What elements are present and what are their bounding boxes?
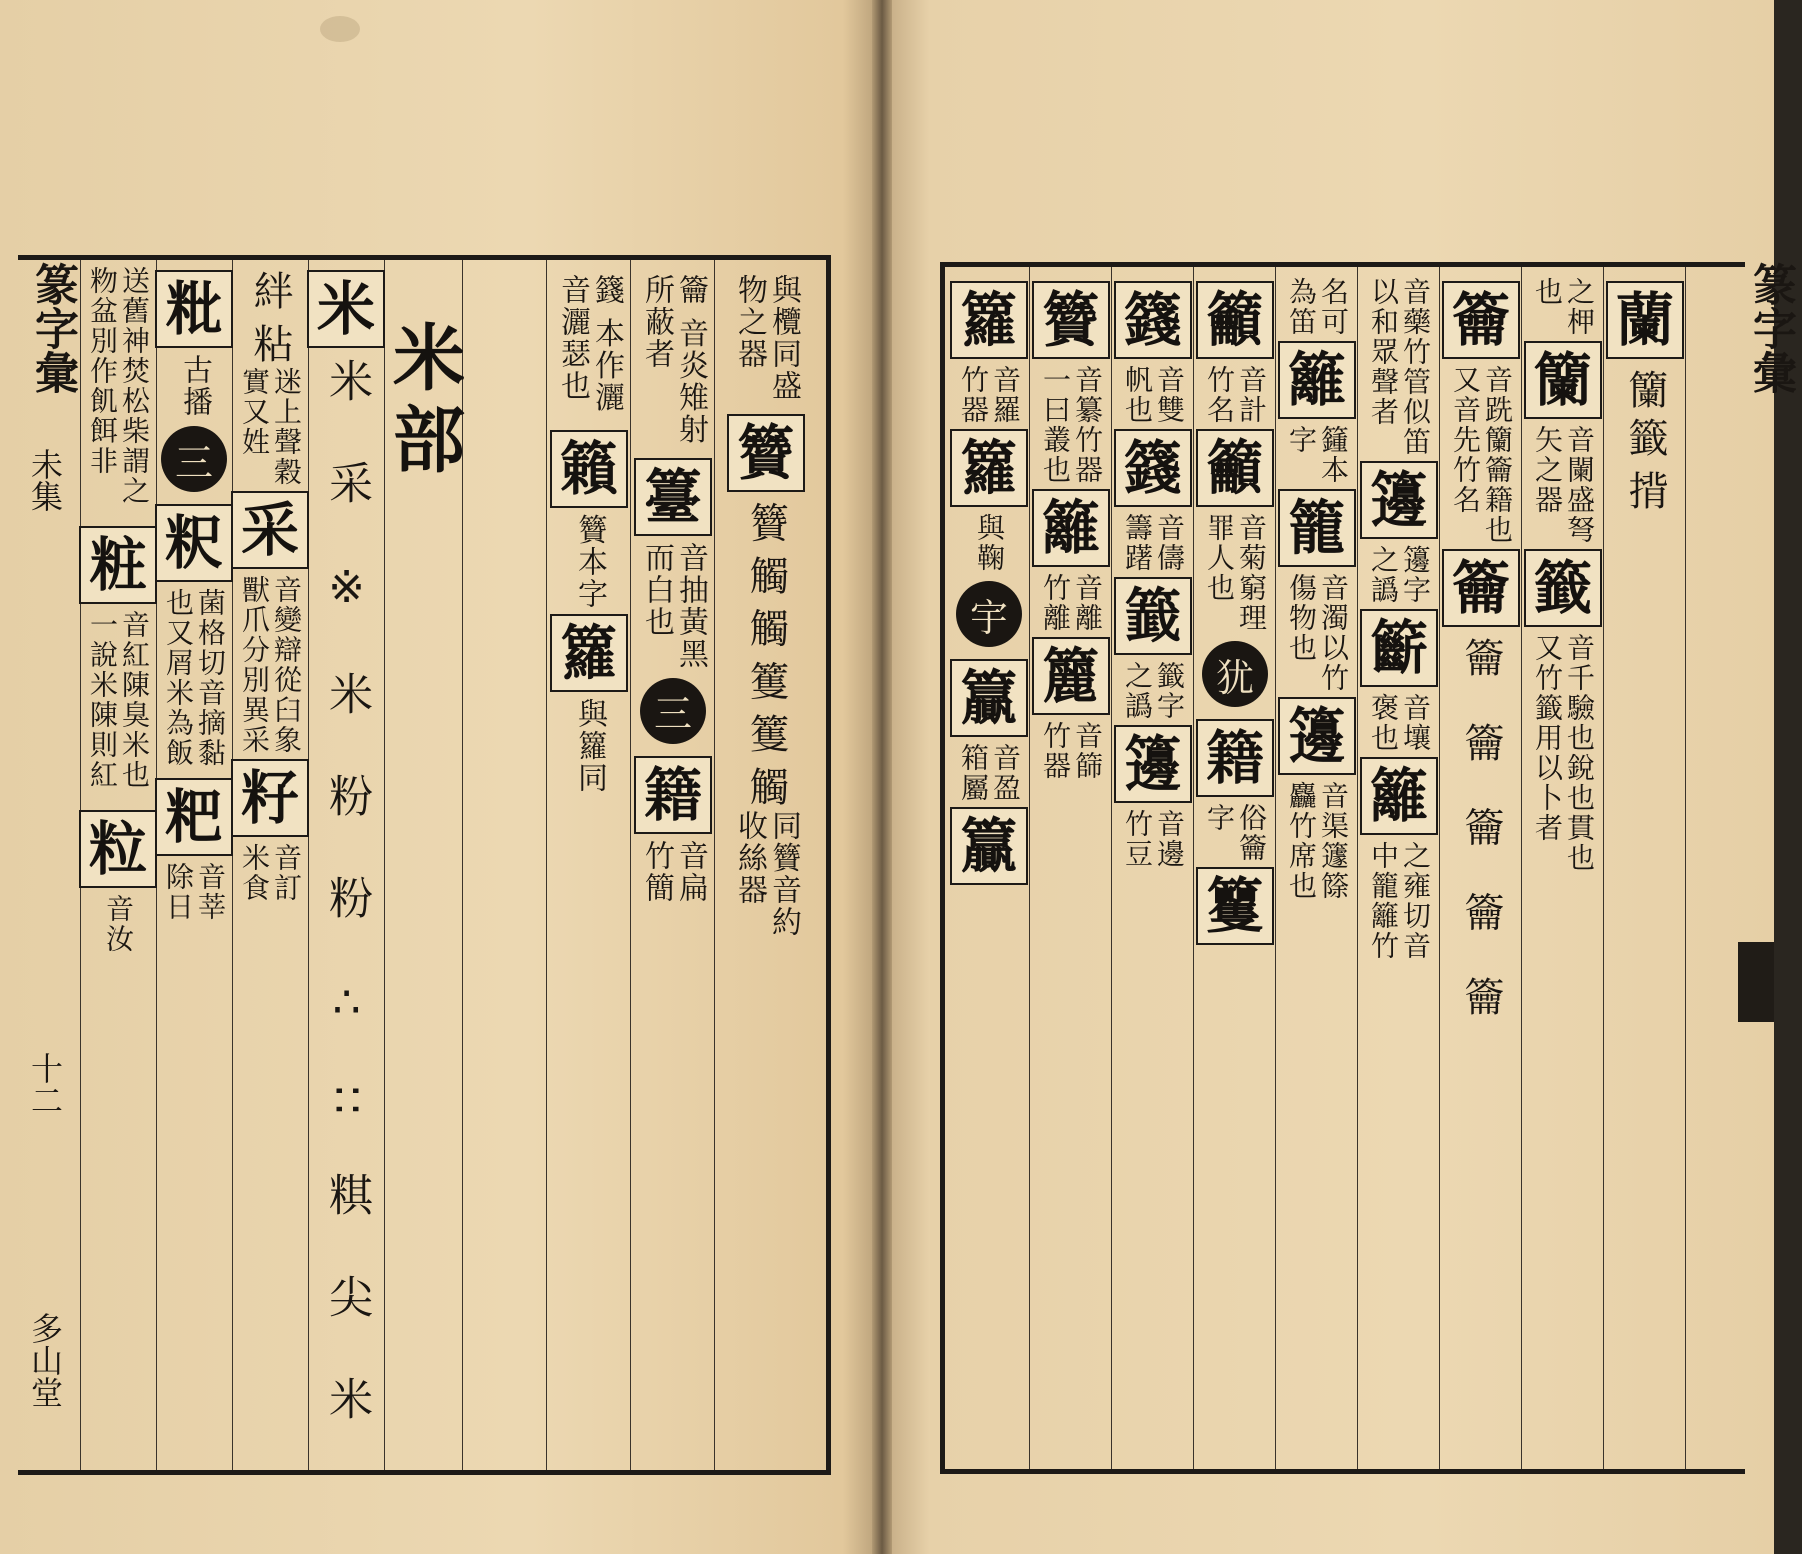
headword: 籰 — [1196, 867, 1274, 945]
headword: 蘭 — [1606, 281, 1684, 359]
entry-column: 與欖同盛 物之器 籫 籫 觸 觸 籆 籆 觸 同籫音約 收絲器 — [716, 274, 816, 938]
entry-column: 名可 為笛 籬 籦本 字 籠 音濁以竹 傷物也 籩 音渠籧篨 麤竹席也 — [1277, 277, 1357, 901]
section-badge: 宇 — [956, 581, 1022, 647]
headword: 籖 — [1114, 577, 1192, 655]
book-title-right: 篆字彙 — [1745, 262, 1796, 394]
entry-column: 之柙 也 籣 音闌盛弩 矢之器 籤 音千驗也銳也貫也 又竹籤用以卜者 — [1523, 277, 1603, 873]
headword: 籮 — [550, 614, 628, 692]
headword: 籲 — [1196, 281, 1274, 359]
page-number: 十二 — [26, 1052, 64, 1116]
seal-variants: 米 采 ※ 米 粉 粉 ∴ ∷ 粸 尖 米 — [321, 358, 373, 1442]
headword: 米 — [307, 270, 385, 348]
headword: 籫 — [727, 414, 805, 492]
headword: 籥 — [1442, 281, 1520, 359]
headword: 籯 — [950, 659, 1028, 737]
headword: 籟 — [550, 430, 628, 508]
headword: 籮 — [950, 281, 1028, 359]
section-title: 米部 — [381, 320, 466, 484]
headword: 籩 — [1114, 725, 1192, 803]
headword: 籍 — [634, 756, 712, 834]
entry-column: 籥 音跣籣籥籍也 又音先竹名 籥 籥 籥 籥 籥 籥 — [1441, 277, 1521, 1036]
headword: 粎 — [155, 504, 233, 582]
headword: 籪 — [1360, 609, 1438, 687]
headword: 粃 — [155, 270, 233, 348]
headword: 籛 — [1114, 429, 1192, 507]
entry-column: 籲 音計 竹名 籲 音菊窮理 罪人也 犹 籍 俗籥 字 籰 — [1195, 277, 1275, 951]
headword: 籯 — [950, 807, 1028, 885]
section-badge: 三 — [640, 678, 706, 744]
section-badge: 犹 — [1202, 641, 1268, 707]
headword: 籬 — [1278, 341, 1356, 419]
headword: 籩 — [1278, 697, 1356, 775]
entry-column: 籛 音雙 帆也 籛 音儔 籌躇 籖 籤字 之譌 籩 音邊 竹豆 — [1113, 277, 1193, 869]
headword: 籬 — [1032, 489, 1110, 567]
headword: 籫 — [1032, 281, 1110, 359]
headword: 籭 — [1032, 637, 1110, 715]
section-badge: 三 — [161, 426, 227, 492]
entry-column: 籥 音炎雉射 所蔽者 籉 音抽黃黑 而白也 三 籍 音扁 竹簡 — [632, 274, 714, 904]
entry-notes: 送舊神焚松柴謂之 粅盆別作飢餌非 — [86, 266, 151, 506]
headword: 籛 — [1114, 281, 1192, 359]
section-column — [381, 320, 466, 484]
headword: 籍 — [1196, 719, 1274, 797]
headword: 粒 — [79, 810, 157, 888]
entry-column: 音藥竹管似笛 以和眾聲者 籩 籩字 之譌 籪 音壤 褒也 籬 之雍切音 中籠籬竹 — [1359, 277, 1439, 961]
entry-column: 粃 古播 三 粎 菌格切音摘黏 也又屑米為飯 粑 音莘 除日 — [158, 266, 230, 922]
stain — [320, 16, 360, 42]
entry-column: 籫 音纂竹器 一曰叢也 籬 音離 竹離 籭 音篩 竹器 — [1031, 277, 1111, 781]
headword: 籥 — [1442, 549, 1520, 627]
headword: 籉 — [634, 458, 712, 536]
headword: 籲 — [1196, 429, 1274, 507]
headword: 籮 — [950, 429, 1028, 507]
entry-column: 籛 本作灑 音灑瑟也 籟 籫本字 籮 與籮同 — [548, 274, 630, 794]
headword: 籬 — [1360, 757, 1438, 835]
headword: 籩 — [1360, 461, 1438, 539]
right-text-frame — [940, 262, 1745, 1474]
left-text-frame — [18, 255, 831, 1475]
entry-column: 絆 粘 迷上聲穀 實又姓 采 音變辯從臼象 獸爪分別異采 籽 音訂 米食 — [234, 266, 306, 903]
book-title: 篆字彙 — [27, 262, 78, 394]
volume-label: 未集 — [26, 448, 64, 512]
headword: 籤 — [1524, 549, 1602, 627]
entry-column: 蘭 籣 籤 揹 — [1605, 277, 1685, 514]
headword: 采 — [231, 491, 309, 569]
book-gutter — [872, 0, 892, 1554]
entry-column: 籮 音羅 竹器 籮 與鞠 宇 籯 音盈 箱屬 籯 — [949, 277, 1029, 891]
headword: 籣 — [1524, 341, 1602, 419]
headword: 籠 — [1278, 489, 1356, 567]
entry-column: 送舊神焚松柴謂之 粅盆別作飢餌非 粧 音紅陳臭米也 一說米陳則紅 粒 音汝 — [82, 266, 154, 954]
publisher: 多山堂 — [26, 1312, 64, 1408]
headword: 籽 — [231, 759, 309, 837]
headword: 粑 — [155, 778, 233, 856]
headword: 粧 — [79, 526, 157, 604]
